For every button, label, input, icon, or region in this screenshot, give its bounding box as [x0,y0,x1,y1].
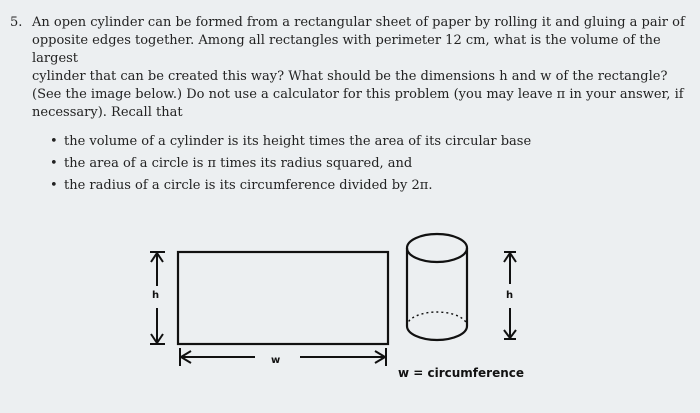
cyl-height-label: h [506,290,514,301]
problem-line: cylinder that can be created this way? What should be the dimensions h and w of the rectangle? [32,69,668,84]
fact-item: • the area of a circle is π times its radius squared, and [50,153,670,175]
fact-item: • the radius of a circle is its circumference divided by 2π. [50,175,670,197]
problem-line: necessary). Recall that [32,105,183,120]
problem-line: An open cylinder can be formed from a rectangular sheet of paper by rolling it and gluing a pair of [32,15,685,30]
figure-caption: w = circumference [398,366,525,380]
rect-height-label: h [152,290,160,301]
rect-width-label: w [271,355,281,366]
problem-line: opposite edges together. Among all rectangles with perimeter 12 cm, what is the volume of the largest [32,33,661,66]
paper-rectangle [178,252,388,344]
rect-width-arrow [180,348,386,366]
cylinder [407,234,467,340]
problem-line: (See the image below.) Do not use a calculator for this problem (you may leave π in your answer, if [32,87,684,102]
problem-number: 5. [10,15,23,30]
fact-item: • the volume of a cylinder is its height times the area of its circular base [50,131,670,153]
